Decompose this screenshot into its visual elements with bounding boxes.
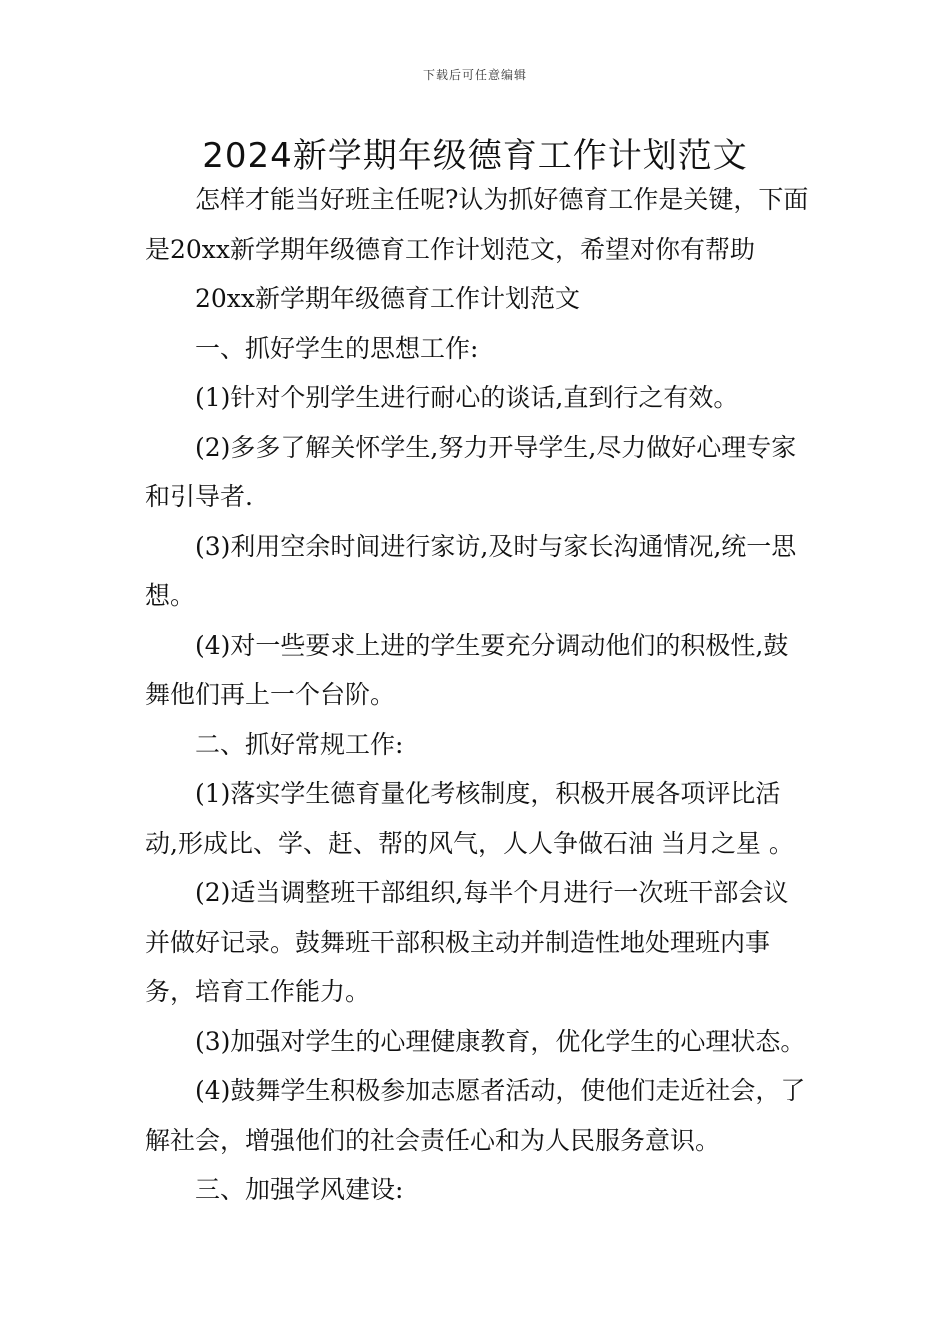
document-title: 2024新学期年级德育工作计划范文 [202, 136, 748, 176]
document-body [145, 175, 810, 1215]
list-item: (3)加强对学生的心理健康教育，优化学生的心理状态。 [195, 1026, 806, 1056]
section-heading: 二、抓好常规工作: [195, 729, 404, 759]
list-item: (2)适当调整班干部组织,每半个月进行一次班干部会议并做好记录。鼓舞班干部积极主动并制造性地处理班内事务，培育工作能力。 [145, 878, 789, 1006]
section-heading: 一、抓好学生的思想工作: [195, 333, 479, 363]
subtitle-paragraph: 20xx新学期年级德育工作计划范文 [195, 284, 581, 313]
list-item: (1)落实学生德育量化考核制度，积极开展各项评比活动,形成比、学、赶、帮的风气，人人争做石油 当月之星 。 [145, 779, 794, 858]
list-item: (1)针对个别学生进行耐心的谈话,直到行之有效。 [195, 383, 739, 412]
header-note: 下载后可任意编辑 [422, 68, 527, 82]
list-item: (2)多多了解关怀学生,努力开导学生,尽力做好心理专家和引导者. [145, 432, 797, 511]
list-item: (4)对一些要求上进的学生要充分调动他们的积极性,鼓舞他们再上一个台阶。 [145, 630, 789, 709]
list-item: (4)鼓舞学生积极参加志愿者活动，使他们走近社会，了解社会，增强他们的社会责任心和为人民服务意识。 [145, 1076, 806, 1155]
section-heading: 三、加强学风建设: [195, 1175, 404, 1204]
list-item: (3)利用空余时间进行家访,及时与家长沟通情况,统一思想。 [145, 531, 797, 610]
intro-paragraph: 怎样才能当好班主任呢?认为抓好德育工作是关键，下面是20xx新学期年级德育工作计划范文，希望对你有帮助 [145, 185, 809, 264]
